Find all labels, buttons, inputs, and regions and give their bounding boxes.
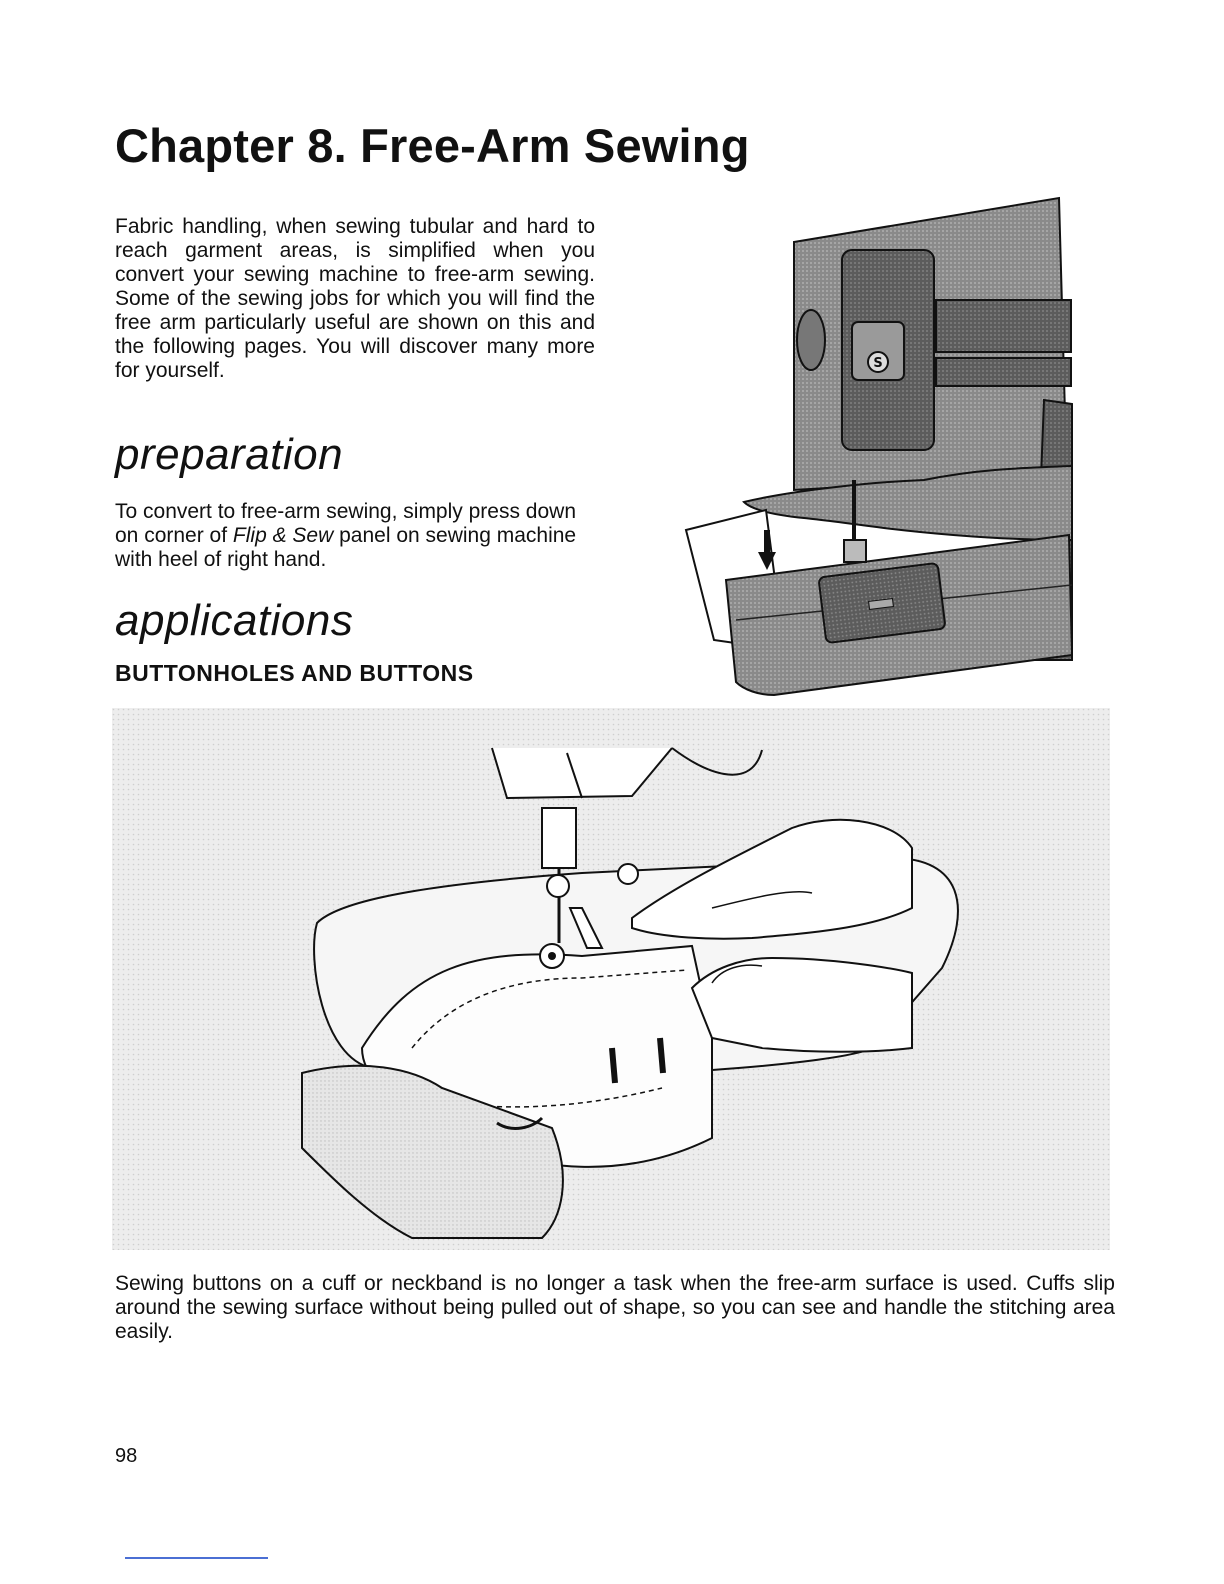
figure-caption: Sewing buttons on a cuff or neckband is no longer a task when the free-arm surface is used. Cuffs slip around the sewing surface without being pulled out of shape, so you can see and handle the stitching area easily. xyxy=(115,1272,1115,1343)
preparation-text-start: To convert to free-arm sewing, simply press down on corner of xyxy=(115,500,577,547)
intro-paragraph: Fabric handling, when sewing tubular and hard to reach garment areas, is simplified when you convert your sewing machine to free-arm sewing. Some of the sewing jobs for which you will find the free arm particularly useful are shown on this and the following pages. You will discover many more for yourself. xyxy=(115,215,595,382)
flip-and-sew-term: Flip & Sew xyxy=(232,524,334,547)
preparation-heading: preparation xyxy=(115,430,344,479)
thumb-screw-icon xyxy=(618,864,638,884)
page-number: 98 xyxy=(115,1445,138,1467)
preparation-text-end: panel on sewing machine with heel of right hand. xyxy=(115,524,577,571)
applications-heading: applications xyxy=(115,596,354,645)
buttonhole xyxy=(660,1038,663,1073)
footer-rule xyxy=(125,1557,268,1559)
preparation-paragraph xyxy=(115,500,595,572)
page-title: Chapter 8. Free-Arm Sewing xyxy=(115,119,750,172)
free-arm-conversion-illustration xyxy=(674,190,1080,702)
buttonhole xyxy=(612,1048,615,1083)
badge-letter: S xyxy=(873,356,883,371)
buttonholes-subheading: BUTTONHOLES AND BUTTONS xyxy=(115,660,474,686)
button-sewing-illustration xyxy=(112,708,1110,1250)
